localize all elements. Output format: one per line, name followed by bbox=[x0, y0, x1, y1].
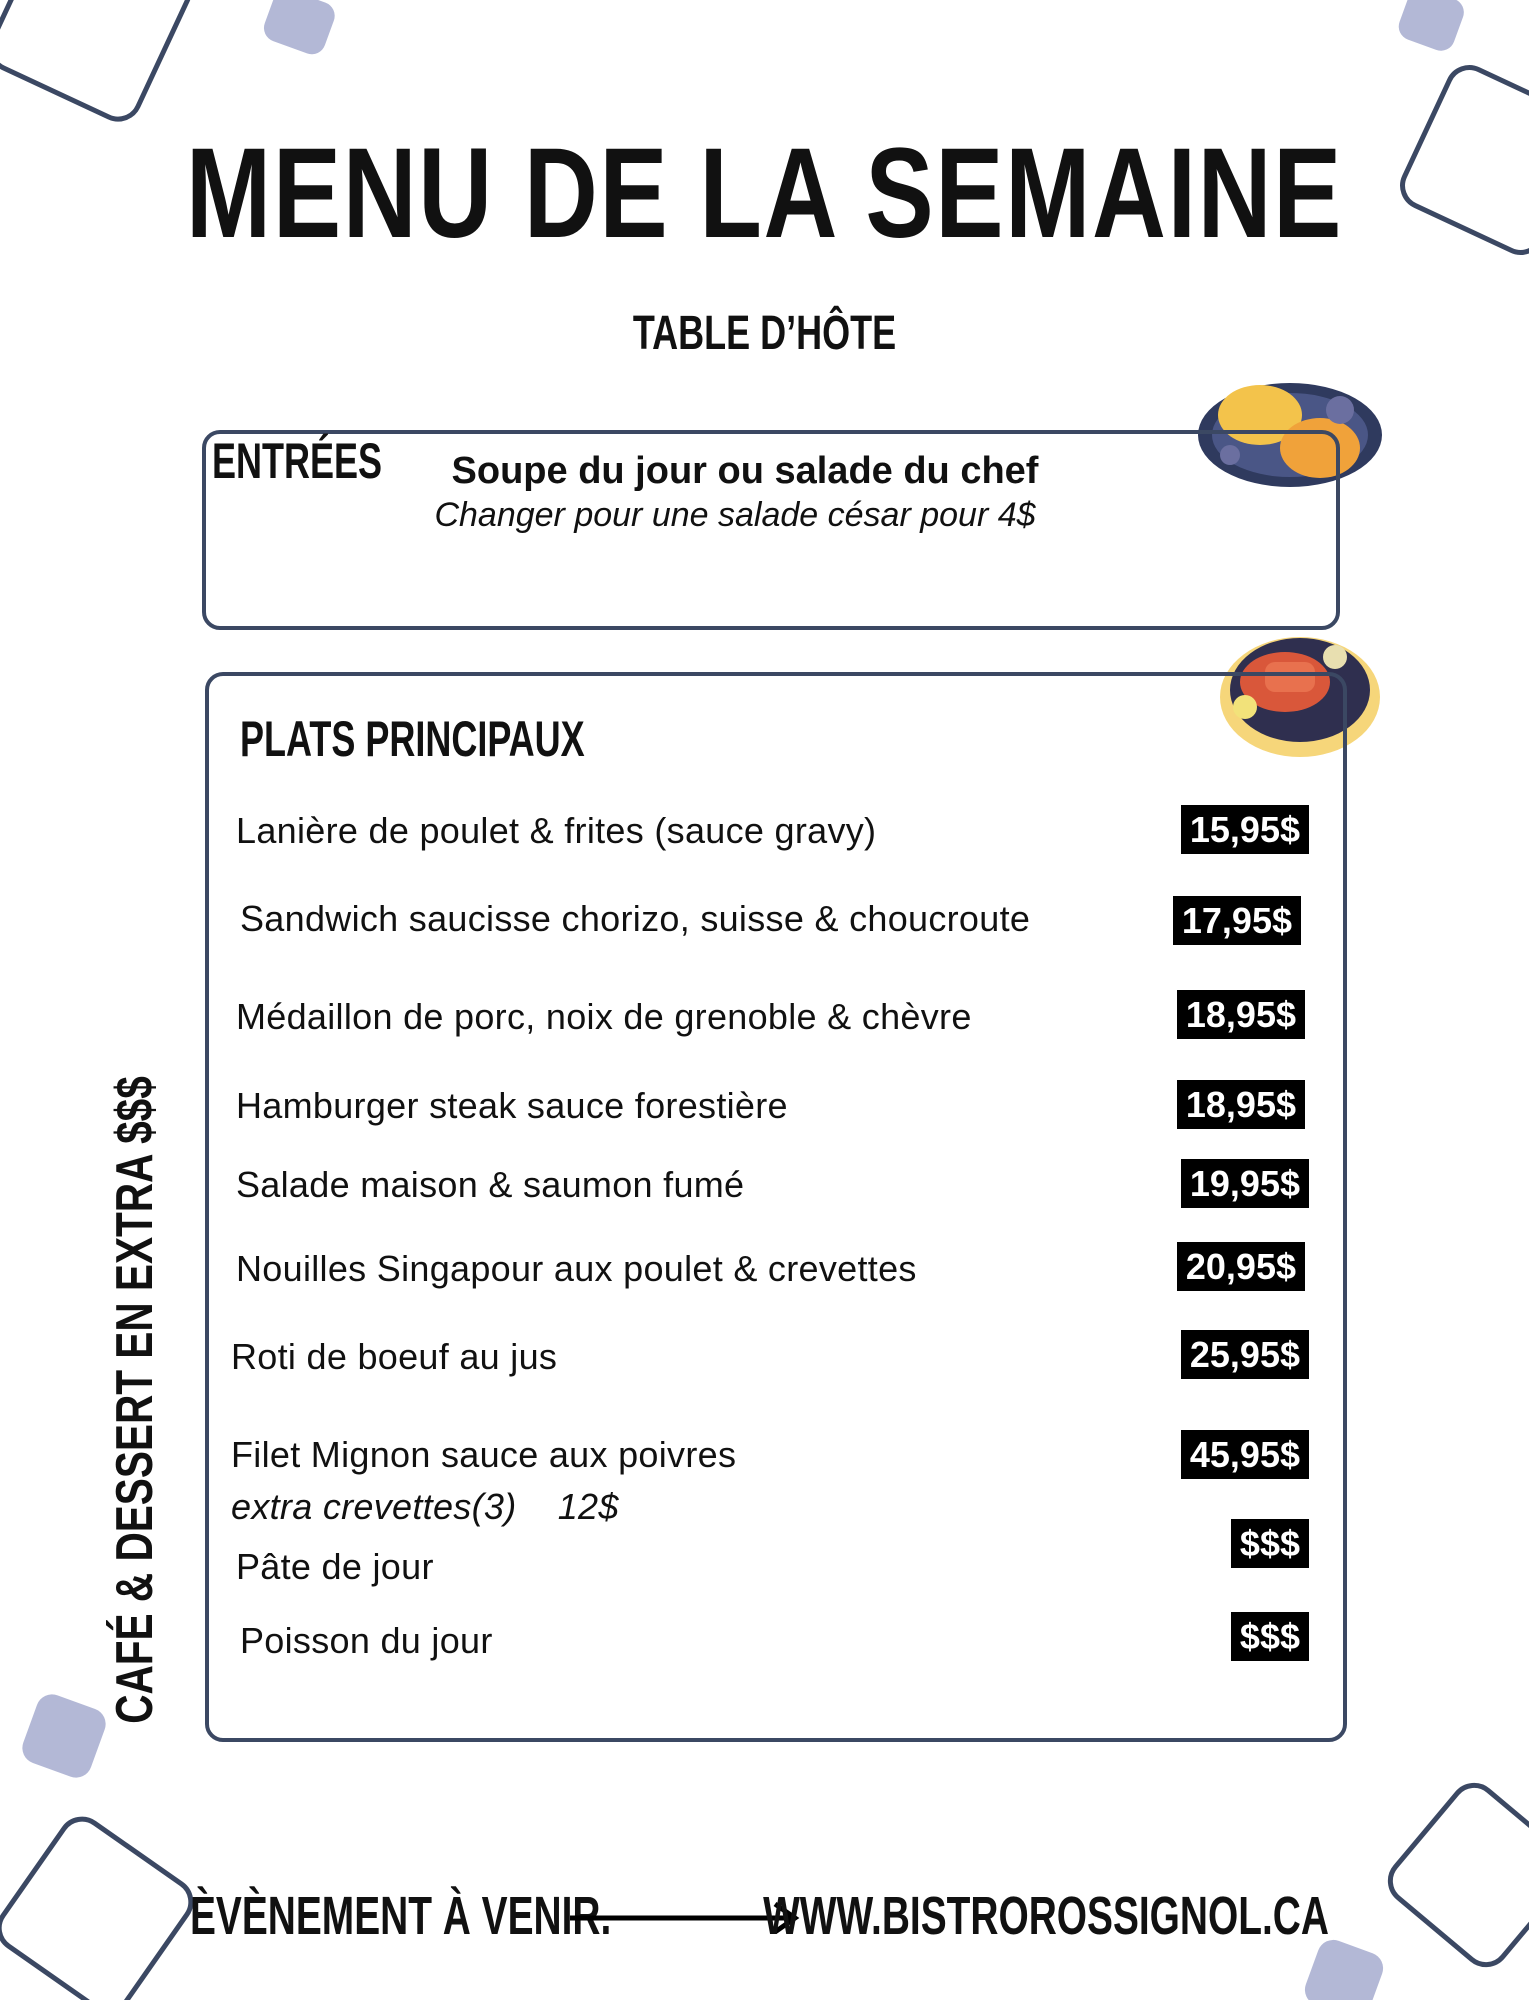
menu-item-name: Hamburger steak sauce forestière bbox=[236, 1085, 788, 1126]
entrees-label: ENTRÉES bbox=[212, 433, 383, 489]
page-title: MENU DE LA SEMAINE bbox=[185, 122, 1344, 265]
menu-item-name: Lanière de poulet & frites (sauce gravy) bbox=[236, 810, 877, 851]
entree-note: Changer pour une salade césar pour 4$ bbox=[434, 496, 1036, 534]
menu-item-price: 15,95$ bbox=[1181, 805, 1309, 854]
plats-label: PLATS PRINCIPAUX bbox=[240, 711, 585, 767]
menu-item-name: Nouilles Singapour aux poulet & crevettes bbox=[236, 1248, 917, 1289]
menu-item-name: Poisson du jour bbox=[240, 1620, 493, 1661]
page-subtitle: TABLE D’HÔTE bbox=[632, 307, 897, 360]
menu-item-price: 20,95$ bbox=[1177, 1242, 1305, 1291]
menu-item-price: 19,95$ bbox=[1181, 1159, 1309, 1208]
footer-event: ÈVÈNEMENT À VENIR. bbox=[190, 1886, 612, 1946]
menu-item-extra: extra crevettes(3) 12$ bbox=[231, 1486, 619, 1527]
menu-item-price: 45,95$ bbox=[1181, 1430, 1309, 1479]
menu-item-price: $$$ bbox=[1231, 1519, 1309, 1568]
footer-website[interactable]: WWW.BISTROROSSIGNOL.CA bbox=[763, 1886, 1329, 1946]
entree-main-item: Soupe du jour ou salade du chef bbox=[451, 450, 1039, 492]
menu-item-price: 25,95$ bbox=[1181, 1330, 1309, 1379]
menu-item-name: Roti de boeuf au jus bbox=[231, 1336, 558, 1377]
side-note: CAFÉ & DESSERT EN EXTRA $$$ bbox=[106, 1076, 164, 1724]
menu-item-price: 18,95$ bbox=[1177, 990, 1305, 1039]
menu-item-name: Filet Mignon sauce aux poivres bbox=[231, 1434, 737, 1475]
menu-item-name: Pâte de jour bbox=[236, 1546, 434, 1587]
menu-item-name: Salade maison & saumon fumé bbox=[236, 1164, 745, 1205]
menu-item-price: 17,95$ bbox=[1173, 896, 1301, 945]
menu-item-price: $$$ bbox=[1231, 1612, 1309, 1661]
menu-item-name: Sandwich saucisse chorizo, suisse & choucroute bbox=[240, 898, 1031, 939]
menu-item-name: Médaillon de porc, noix de grenoble & chèvre bbox=[236, 996, 972, 1037]
menu-item-price: 18,95$ bbox=[1177, 1080, 1305, 1129]
